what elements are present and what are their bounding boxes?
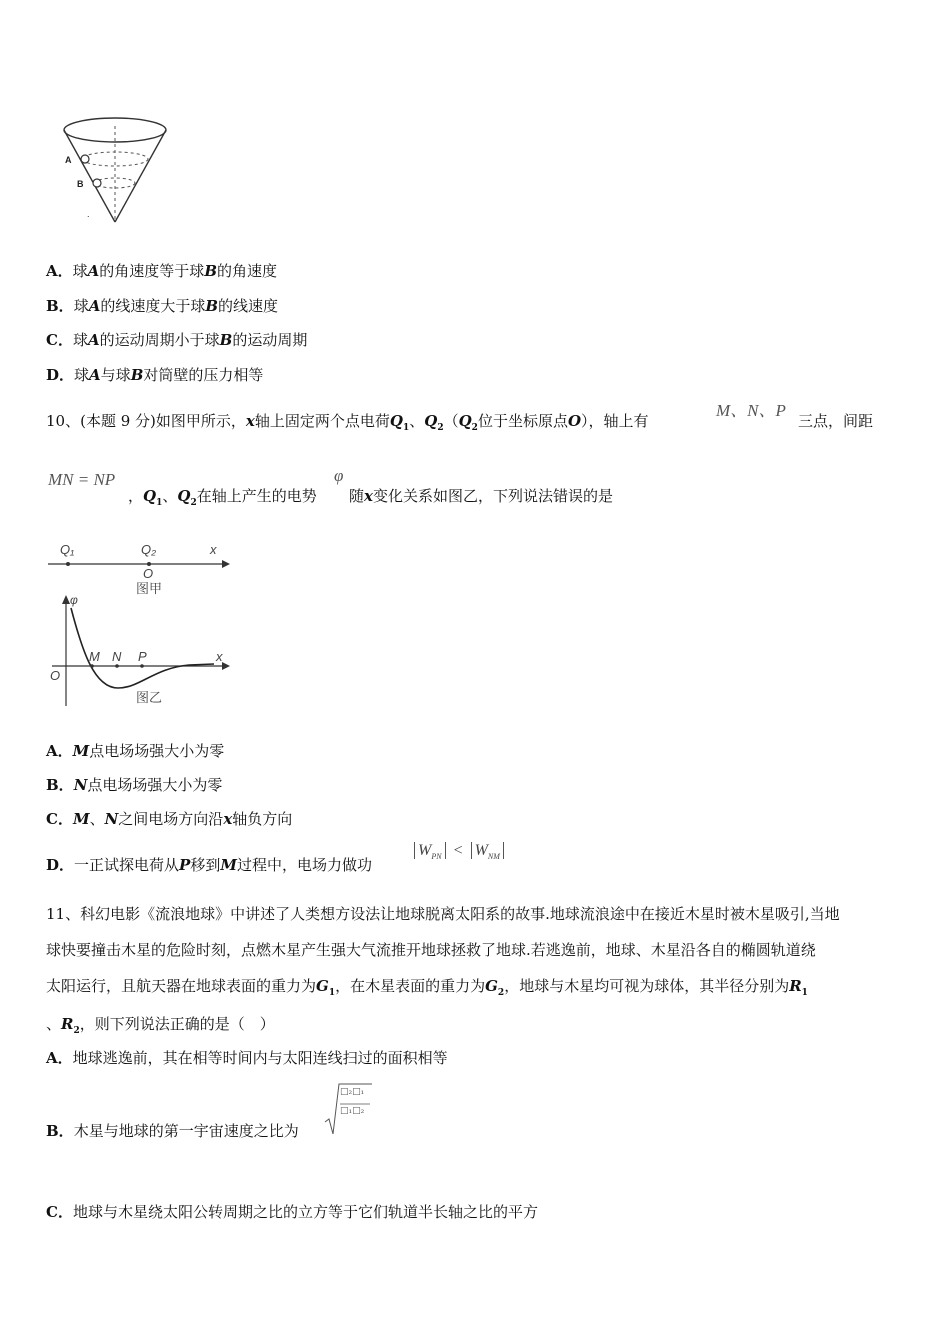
q10-option-b: B．N点电场场强大小为零 [46, 776, 223, 794]
fig-a-q2: Q₂ [141, 542, 157, 557]
q11-stem-line2: 球快要撞击木星的危险时刻，点燃木星产生强大气流推开地球拯救了地球.若逃逸前，地球、木星沿各自的椭圆轨道绕 [46, 941, 816, 959]
fig-a-x: x [210, 542, 217, 557]
ball-a-label: A [65, 155, 72, 165]
fig-b-n: N [112, 649, 122, 664]
q9-option-a: A．球A的角速度等于球B的角速度 [46, 262, 278, 280]
q10-option-a: A．M点电场场强大小为零 [46, 742, 225, 760]
q10-stem-line2: ，$Q_1$、$Q_2$在轴上产生的电势 [128, 487, 317, 508]
q10-option-c: C．M、N之间电场方向沿x轴负方向 [46, 810, 293, 828]
q10-phi-symbol: φ [334, 466, 344, 485]
q10-equation: MN = NP [48, 470, 116, 489]
q11-sqrt-formula: □₂□₁ □₁□₂ [324, 1082, 374, 1138]
fig-b-x: x [216, 649, 223, 664]
q10-option-d: D．一正试探电荷从P移到M过程中，电场力做功 [46, 856, 372, 874]
cone-figure [60, 100, 170, 230]
fig-a-o: O [143, 566, 154, 581]
q11-stem-line4: 、$R_2$，则下列说法正确的是（ ） [46, 1015, 275, 1036]
q10-points-mnp: M、N、P [716, 401, 786, 420]
q10-stem-line1: 10、(本题 9 分)如图甲所示，x轴上固定两个点电荷$Q_1$、$Q_2(Q_2$位于坐标原点O），轴上有 [46, 412, 649, 433]
q11-option-b: B．木星与地球的第一宇宙速度之比为 [46, 1122, 299, 1140]
fig-a-caption: 图甲 [136, 581, 163, 596]
q11-stem-line3: 太阳运行，且航天器在地球表面的重力为$G_1$，在木星表面的重力为$G_2$，地球与木星均可视为球体，其半径分别为$R_1$ [46, 977, 808, 998]
q9-option-c: C．球A的运动周期小于球B的运动周期 [46, 331, 308, 349]
q9-option-b: B．球A的线速度大于球B的线速度 [46, 297, 279, 315]
q11-option-c: C．地球与木星绕太阳公转周期之比的立方等于它们轨道半长轴之比的平方 [46, 1203, 538, 1221]
q10-work-inequality: $W_{PN} < W_{NM}$ [414, 842, 504, 861]
fig-b-o: O [50, 668, 61, 683]
fig-b-phi: φ [70, 593, 78, 607]
fig-a-q1: Q₁ [60, 542, 75, 557]
q10-stem-line2-end: 随x变化关系如图乙，下列说法错误的是 [349, 487, 613, 505]
fig-b-caption: 图乙 [136, 690, 163, 705]
cone-diagram [60, 100, 170, 230]
figure-b [44, 590, 234, 710]
q9-option-d: D．球A与球B对筒壁的压力相等 [46, 366, 264, 384]
q11-stem-line1: 11、科幻电影《流浪地球》中讲述了人类想方设法让地球脱离太阳系的故事.地球流浪途中在接近木星时被木星吸引,当地 [46, 905, 840, 923]
fig-b-m: M [89, 649, 100, 664]
q10-stem-line1-end: 三点，间距 [798, 412, 874, 430]
fig-b-p: P [138, 649, 147, 664]
svg-text:.: . [87, 209, 90, 219]
q11-option-a: A．地球逃逸前，其在相等时间内与太阳连线扫过的面积相等 [46, 1049, 448, 1067]
ball-b-label: B [77, 179, 84, 189]
